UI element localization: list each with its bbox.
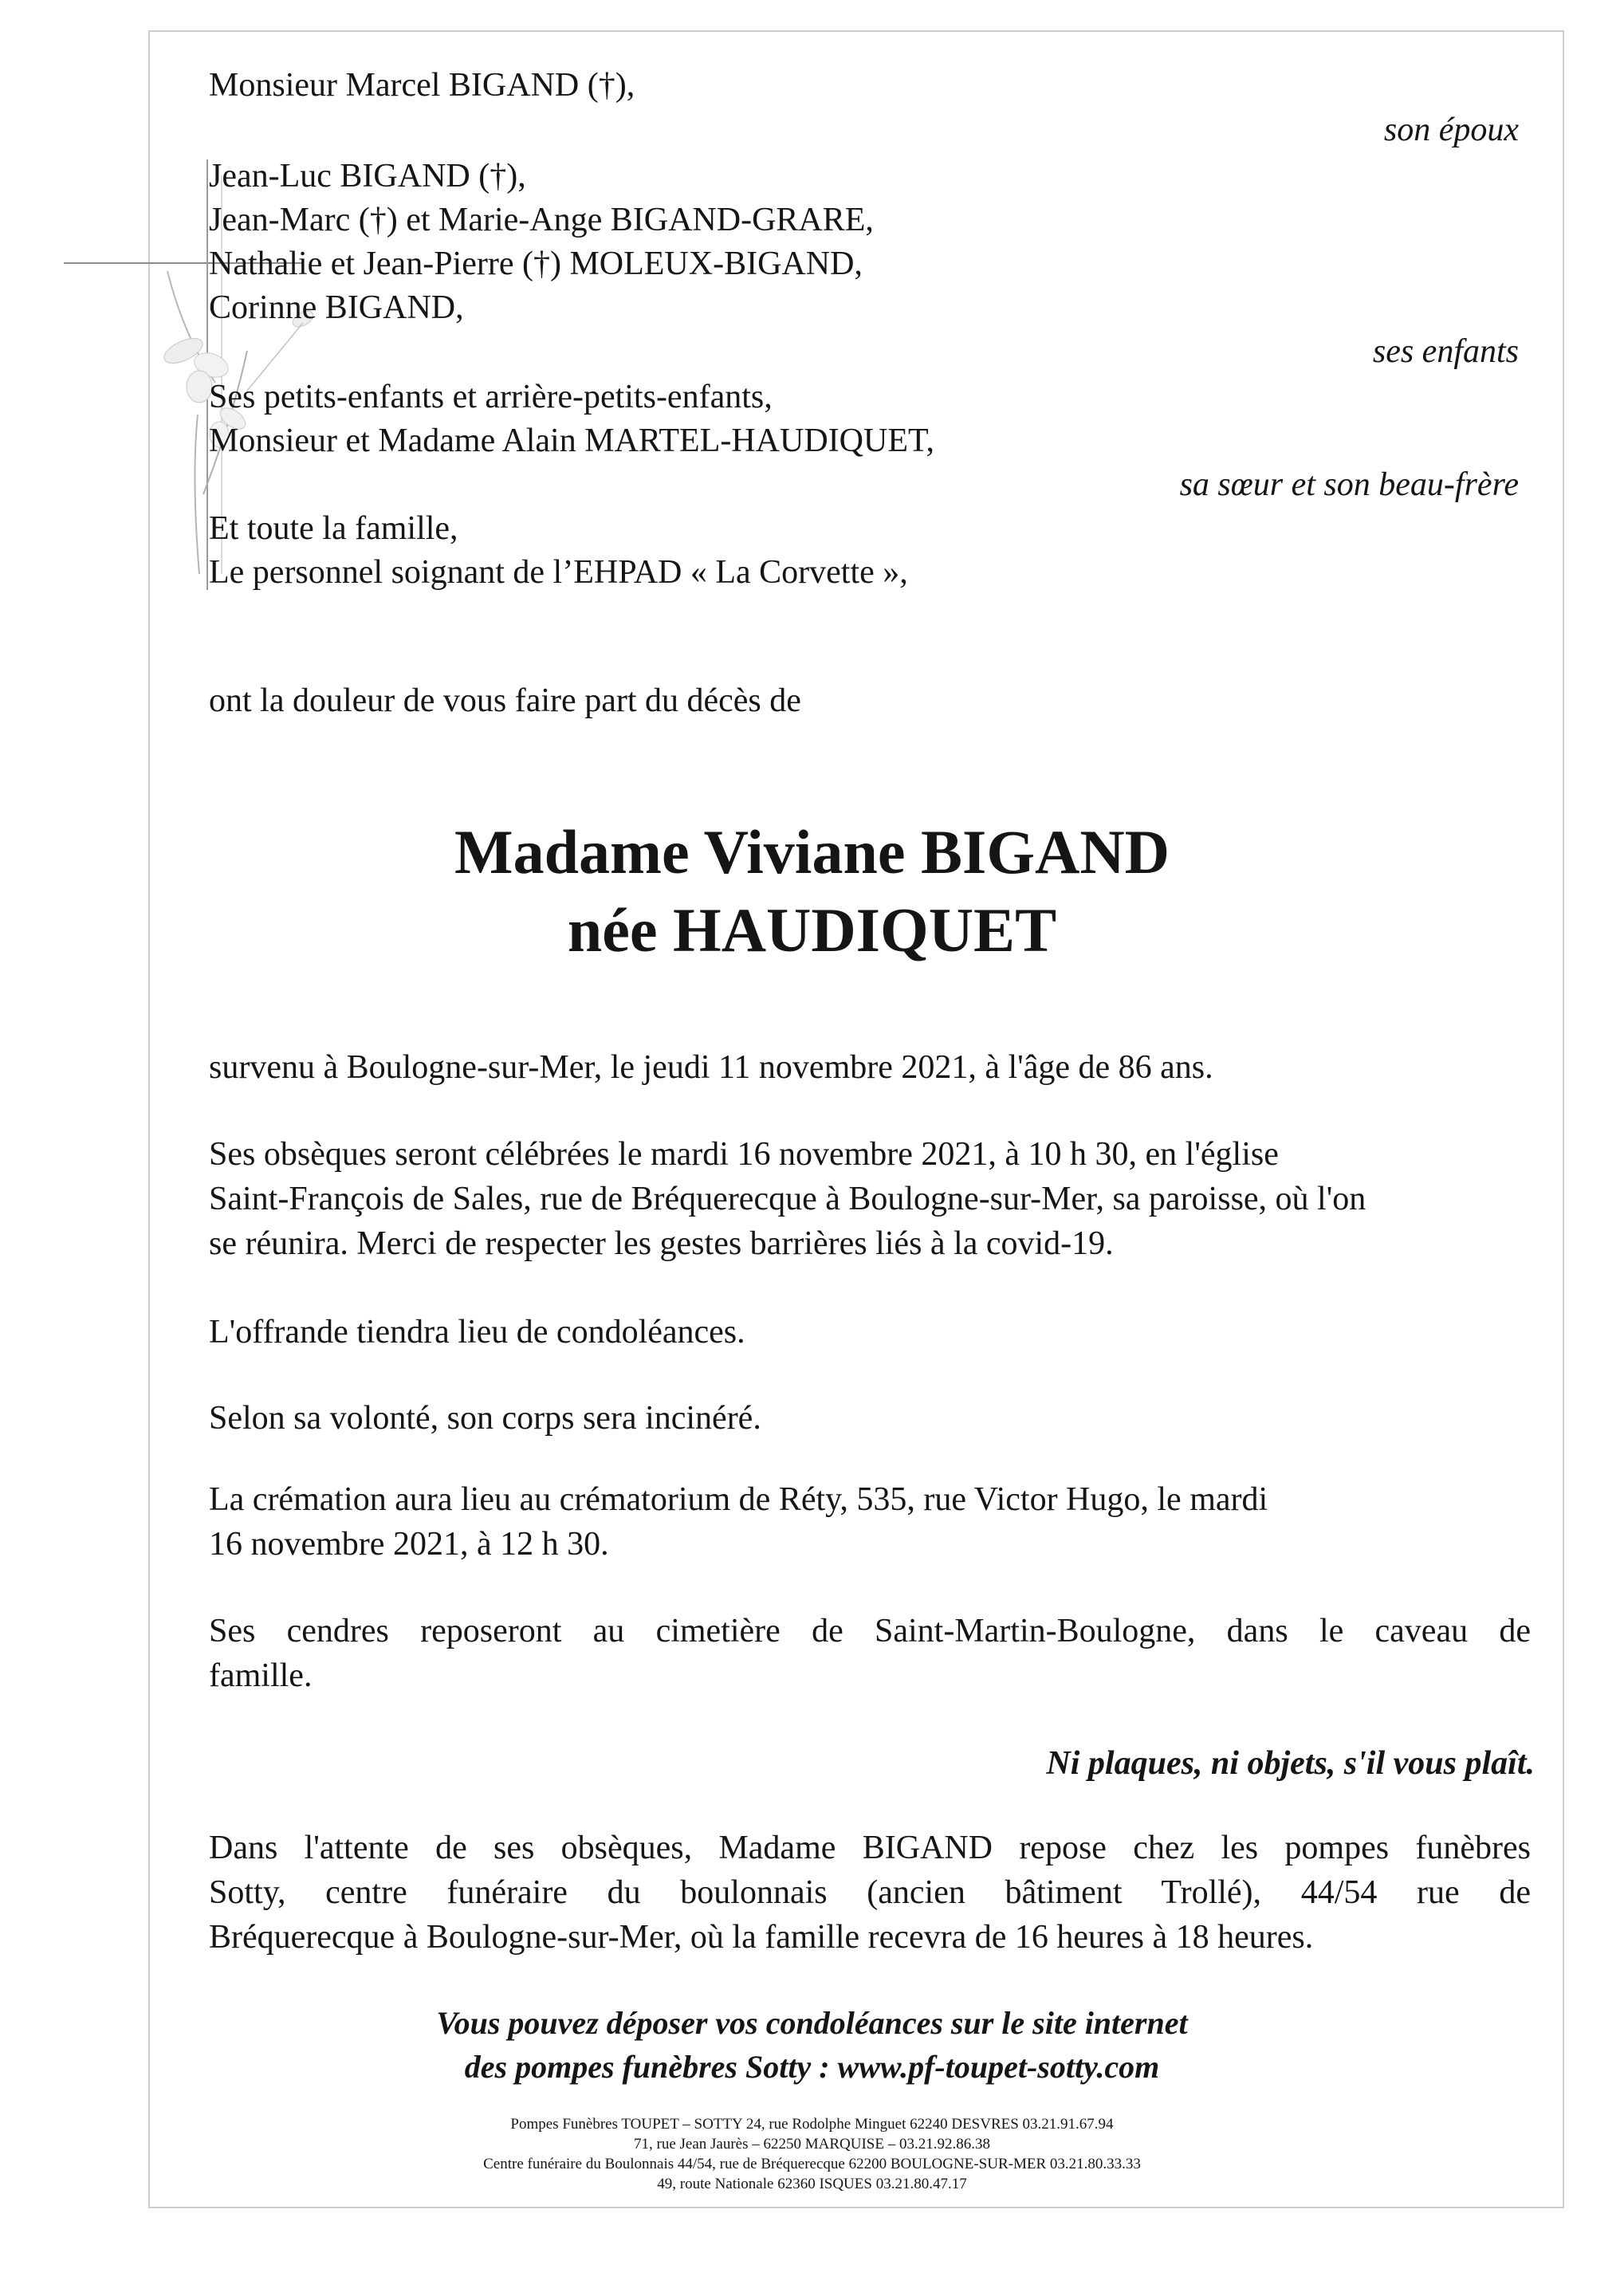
condolences-notice xyxy=(0,2001,1624,2089)
husband-relation: son époux xyxy=(1383,112,1519,148)
child-line: Nathalie et Jean-Pierre (†) MOLEUX-BIGAND, xyxy=(209,246,863,282)
announcement: ont la douleur de vous faire part du décès de xyxy=(209,682,801,719)
funeral-paragraph xyxy=(209,1132,1550,1266)
death-paragraph: survenu à Boulogne-sur-Mer, le jeudi 11 novembre 2021, à l'âge de 86 ans. xyxy=(209,1049,1213,1086)
child-line: Jean-Marc (†) et Marie-Ange BIGAND-GRARE, xyxy=(209,202,874,238)
deceased-name: Madame Viviane BIGAND xyxy=(454,817,1170,887)
deceased-maiden-name: née HAUDIQUET xyxy=(567,895,1057,965)
funeral-line: Saint-François de Sales, rue de Bréquerecque à Boulogne-sur-Mer, sa paroisse, où l'on xyxy=(209,1181,1366,1217)
grandchildren-line: Ses petits-enfants et arrière-petits-enfants, xyxy=(209,379,773,415)
condolences-line: des pompes funèbres Sotty : www.pf-toupet-sotty.com xyxy=(464,2049,1160,2085)
family-line: Et toute la famille, xyxy=(209,510,458,547)
footer-line: 49, route Nationale 62360 ISQUES 03.21.80.47.17 xyxy=(657,2176,967,2192)
cremation-paragraph xyxy=(209,1477,1550,1567)
sister-line: Monsieur et Madame Alain MARTEL-HAUDIQUET, xyxy=(209,423,935,459)
offering-paragraph: L'offrande tiendra lieu de condoléances. xyxy=(209,1314,745,1350)
wish-paragraph: Selon sa volonté, son corps sera incinéré. xyxy=(209,1400,761,1437)
footer-line: Centre funéraire du Boulonnais 44/54, rue de Bréquerecque 62200 BOULOGNE-SUR-MER 03.21.80.33.33 xyxy=(483,2156,1141,2172)
rest-line: Dans l'attente de ses obsèques, Madame BIGAND repose chez les pompes funèbres xyxy=(209,1830,1531,1866)
footer-line: 71, rue Jean Jaurès – 62250 MARQUISE – 03.21.92.86.38 xyxy=(634,2136,990,2152)
cremation-line: La crémation aura lieu au crématorium de Réty, 535, rue Victor Hugo, le mardi xyxy=(209,1481,1268,1518)
husband-line: Monsieur Marcel BIGAND (†), xyxy=(209,67,635,104)
child-line: Jean-Luc BIGAND (†), xyxy=(209,158,526,195)
cremation-line: 16 novembre 2021, à 12 h 30. xyxy=(209,1526,609,1563)
condolences-line: Vous pouvez déposer vos condoléances sur le site internet xyxy=(436,2005,1188,2041)
ashes-paragraph xyxy=(209,1609,1531,1698)
rest-line: Bréquerecque à Boulogne-sur-Mer, où la famille recevra de 16 heures à 18 heures. xyxy=(209,1919,1314,1956)
sister-relation: sa sœur et son beau-frère xyxy=(1179,466,1519,503)
no-plaques-notice: Ni plaques, ni objets, s'il vous plaît. xyxy=(1046,1745,1535,1782)
footer-addresses xyxy=(0,2114,1624,2194)
footer-line: Pompes Funèbres TOUPET – SOTTY 24, rue Rodolphe Minguet 62240 DESVRES 03.21.91.67.94 xyxy=(510,2116,1114,2133)
funeral-line: se réunira. Merci de respecter les gestes barrières liés à la covid-19. xyxy=(209,1225,1114,1262)
funeral-line: Ses obsèques seront célébrées le mardi 16 novembre 2021, à 10 h 30, en l'église xyxy=(209,1136,1279,1173)
children-relation: ses enfants xyxy=(1372,333,1519,370)
rest-paragraph xyxy=(209,1826,1531,1960)
rest-line: Sotty, centre funéraire du boulonnais (ancien bâtiment Trollé), 44/54 rue de xyxy=(209,1874,1531,1911)
ashes-line: famille. xyxy=(209,1657,313,1694)
ashes-line: Ses cendres reposeront au cimetière de Saint-Martin-Boulogne, dans le caveau de xyxy=(209,1613,1531,1649)
child-line: Corinne BIGAND, xyxy=(209,289,464,326)
staff-line: Le personnel soignant de l’EHPAD « La Corvette », xyxy=(209,554,908,591)
